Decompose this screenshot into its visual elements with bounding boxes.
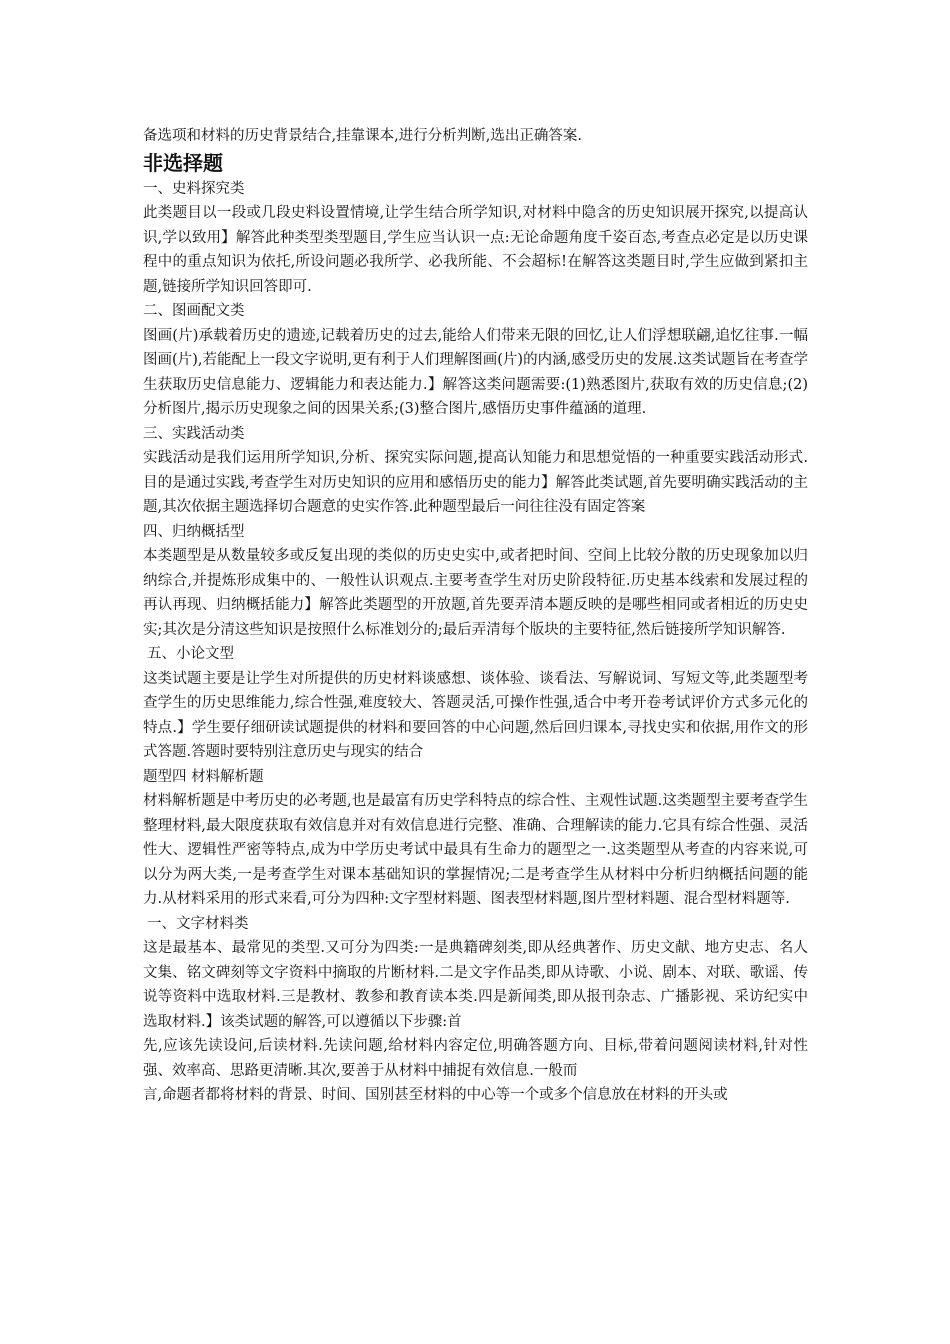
- section-heading-2: 二、图画配文类: [143, 303, 245, 319]
- nonchoice-title: 非选择题: [143, 150, 223, 175]
- tail-paragraph-1: 先,应该先读设问,后读材料.先读问题,给材料内容定位,明确答题方向、目标,带着问题阅读材料,针对性强、效率高、思路更清晰.其次,要善于从材料中捕捉有效信息.一般而: [143, 1038, 808, 1079]
- section-heading-4: 四、归纳概括型: [143, 523, 245, 540]
- section-body-7: 这是最基本、最常见的类型.又可分为四类:一是典籍碑刻类,即从经典著作、历史文献、地方史志、名人文集、铭文碑刻等文字资料中摘取的片断材料.二是文字作品类,即从诗歌、小说、剧本、对联、歌谣、传说等资料中选取材料.三是教材、教参和教育读本类.四是新闻类,即从报刊杂志、广播影视、采访纪实中选取材料.】该类试题的解答,可以遵循以下步骤:首: [143, 940, 808, 1030]
- tail-paragraph-2: 言,命题者都将材料的背景、时间、国别甚至材料的中心等一个或多个信息放在材料的开头或: [143, 1087, 728, 1103]
- section-heading-6: 题型四 材料解析题: [143, 768, 264, 785]
- section-heading-5: 五、小论文型: [147, 646, 234, 662]
- document-page: [143, 124, 808, 1108]
- section-heading-3: 三、实践活动类: [143, 425, 245, 442]
- section-body-3: 实践活动是我们运用所学知识,分析、探究实际问题,提高认知能力和思想觉悟的一种重要实践活动形式.目的是通过实践,考查学生对历史知识的应用和感悟历史的能力】解答此类试题,首先要明确实践活动的主题,其次依据主题选择切合题意的史实作答.此种题型最后一问往往没有固定答案: [143, 450, 808, 515]
- section-heading-7: 一、文字材料类: [147, 915, 249, 932]
- section-heading-1: 一、史料探究类: [143, 180, 245, 197]
- section-body-5: 这类试题主要是让学生对所提供的历史材料谈感想、谈体验、谈看法、写解说词、写短文等,此类题型考查学生的历史思维能力,综合性强,难度较大、答题灵活,可操作性强,适合中考开卷考试评价方式多元化的特点.】学生要仔细研读试题提供的材料和要回答的中心问题,然后回归课本,寻找史实和依据,用作文的形式答题.答题时要特别注意历史与现实的结合: [143, 670, 808, 760]
- section-body-1: 此类题目以一段或几段史料设置情境,让学生结合所学知识,对材料中隐含的历史知识展开探究,以提高认识,学以致用】解答此种类型类型题目,学生应当认识一点:无论命题角度千姿百态,考查点必定是以历史课程中的重点知识为依托,所设问题必我所学、必我所能、不会超标!在解答这类题目时,学生应做到紧扣主题,链接所学知识回答即可.: [143, 205, 808, 295]
- section-body-4: 本类题型是从数量较多或反复出现的类似的历史史实中,或者把时间、空间上比较分散的历史现象加以归纳综合,并提炼形成集中的、一般性认识观点.主要考查学生对历史阶段特征.历史基本线索和发展过程的再认再现、归纳概括能力】解答此类题型的开放题,首先要弄清本题反映的是哪些相同或者相近的历史史实;其次是分清这些知识是按照什么标准划分的;最后弄清每个版块的主要特征,然后链接所学知识解答.: [143, 548, 808, 638]
- intro-line: 备选项和材料的历史背景结合,挂靠课本,进行分析判断,选出正确答案.: [143, 128, 582, 144]
- section-body-6: 材料解析题是中考历史的必考题,也是最富有历史学科特点的综合性、主观性试题.这类题型主要考查学生整理材料,最大限度获取有效信息并对有效信息进行完整、准确、合理解读的能力.它具有综合性强、灵活性大、逻辑性严密等特点,成为中学历史考试中最具有生命力的题型之一.这类题型从考查的内容来说,可以分为两大类,一是考查学生对课本基础知识的掌握情况;二是考查学生从材料中分析归纳概括问题的能力.从材料采用的形式来看,可分为四种:文字型材料题、图表型材料题,图片型材料题、混合型材料题等.: [143, 793, 808, 907]
- section-body-2: 图画(片)承载着历史的遗迹,记载着历史的过去,能给人们带来无限的回忆,让人们浮想联翩,追忆往事.一幅图画(片),若能配上一段文字说明,更有利于人们理解图画(片)的内涵,感受历史的发展.这类试题旨在考查学生获取历史信息能力、逻辑能力和表达能力.】解答这类问题需要:(1)熟悉图片,获取有效的历史信息;(2)分析图片,揭示历史现象之间的因果关系;(3)整合图片,感悟历史事件蕴涵的道理.: [143, 327, 808, 417]
